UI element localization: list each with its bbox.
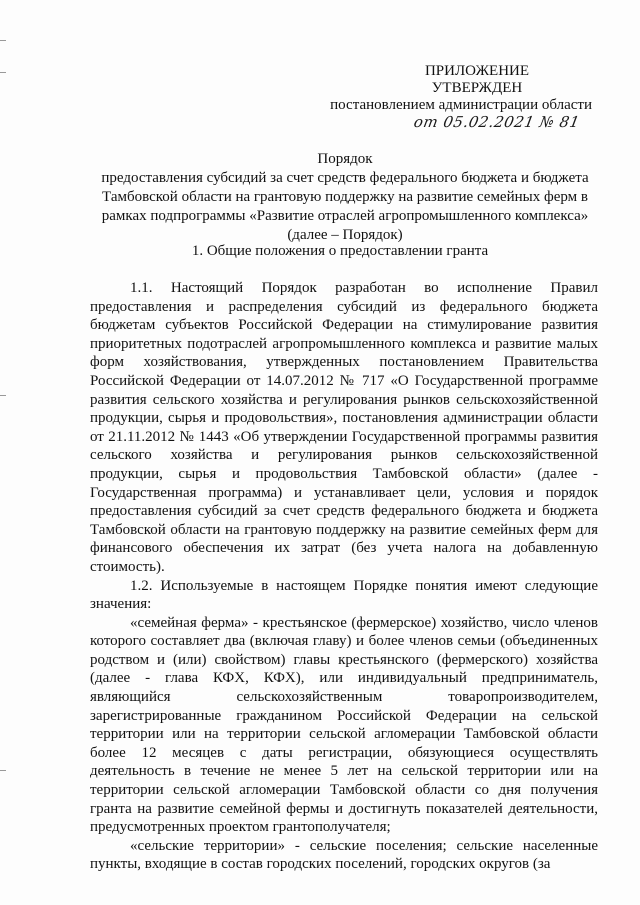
paragraph-1-2: 1.2. Используемые в настоящем Порядке понятия имеют следующие значения: bbox=[90, 577, 598, 613]
document-body bbox=[90, 279, 598, 874]
margin-mark bbox=[0, 40, 6, 41]
margin-mark bbox=[0, 395, 6, 396]
title-text: предоставления субсидий за счет средств федерального бюджета и бюджета Тамбовской области на грантовую поддержку на развитие семейных ферм в рамках подпрограммы «Развитие отраслей агропромышленного комплекса» (далее – Порядок) bbox=[101, 170, 589, 243]
section-heading: 1. Общие положения о предоставлении гранта bbox=[191, 243, 489, 259]
appendix-block bbox=[322, 63, 592, 114]
title-heading: Порядок bbox=[317, 151, 373, 167]
document-title bbox=[80, 150, 610, 245]
appendix-line-1: ПРИЛОЖЕНИЕ bbox=[424, 63, 530, 79]
margin-mark bbox=[0, 770, 6, 771]
appendix-line-2: УТВЕРЖДЕН bbox=[431, 80, 523, 96]
margin-mark bbox=[0, 72, 6, 73]
handwritten-date-number: от 05.02.2021 № 81 bbox=[412, 113, 582, 131]
definition-rural-territories: «сельские территории» - сельские поселения; сельские населенные пункты, входящие в состав городских поселений, городских округов (за bbox=[90, 837, 598, 873]
definition-family-farm: «семейная ферма» - крестьянское (фермерское) хозяйство, число членов которого составляет два (включая главу) и более членов семьи (объединенных родством и (или) свойством) главы крестьянского (фермерского) хозяйства (далее - глава КФХ, КФХ), или индивидуальный предприниматель, являющийся сельскохозяйственным товаропроизводителем, зарегистрированные гражданином Российской Федерации на сельской территории или на территории сельской агломерации Тамбовской области более 12 месяцев с даты регистрации, обязующиеся осуществлять деятельность в течение не менее 5 лет на сельской территории или на территории сельской агломерации Тамбовской области со дня получения гранта на развитие семейной фермы и достигнуть показателей деятельности, предусмотренных проектом грантополучателя; bbox=[90, 614, 598, 836]
paragraph-1-1: 1.1. Настоящий Порядок разработан во исполнение Правил предоставления и распределения субсидий из федерального бюджета бюджетам субъектов Российской Федерации на стимулирование развития приоритетных подотраслей агропромышленного комплекса и развитие малых форм хозяйствования, утвержденных постановлением Правительства Российской Федерации от 14.07.2012 № 717 «О Государственной программе развития сельского хозяйства и регулирования рынков сельскохозяйственной продукции, сырья и продовольствия», постановления администрации области от 21.11.2012 № 1443 «Об утверждении Государственной программы развития сельского хозяйства и регулирования рынков сельскохозяйственной продукции, сырья и продовольствия Тамбовской области» (далее - Государственная программа) и устанавливает цели, условия и порядок предоставления субсидий за счет средств федерального бюджета и бюджета Тамбовской области на грантовую поддержку на развитие семейных ферм для финансового обеспечения их затрат (без учета налога на добавленную стоимость). bbox=[90, 280, 598, 575]
appendix-line-3: постановлением администрации области bbox=[330, 97, 592, 113]
